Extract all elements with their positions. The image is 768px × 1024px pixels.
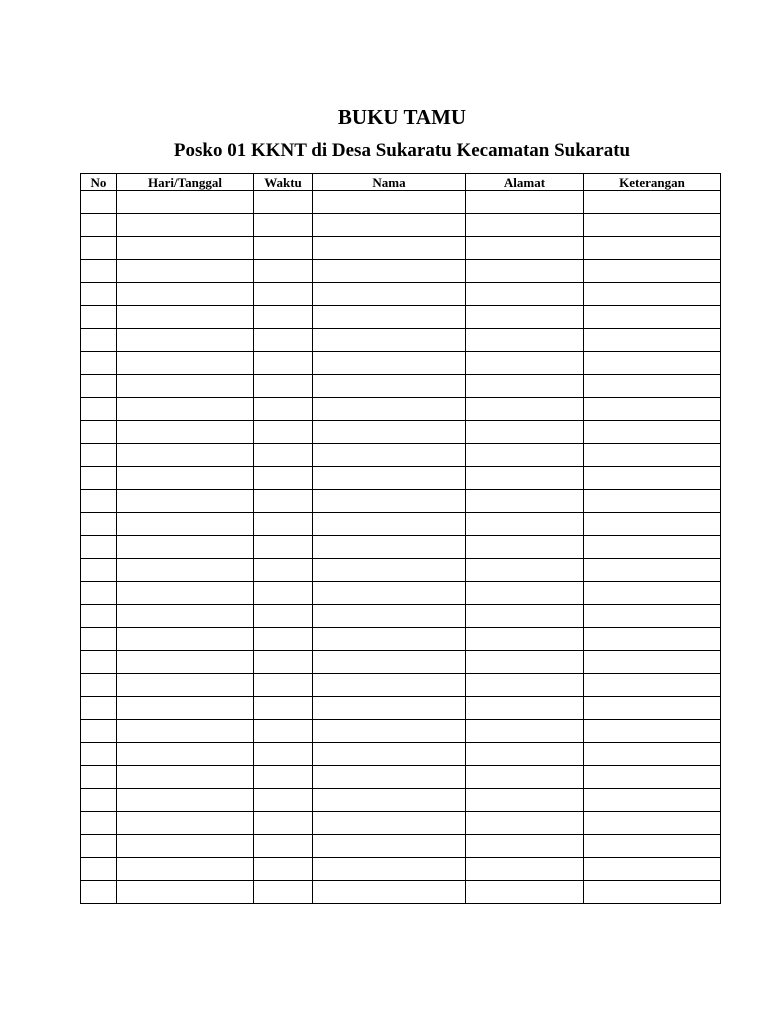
table-cell-no (81, 237, 117, 260)
table-cell-no (81, 352, 117, 375)
table-cell-alamat (466, 306, 584, 329)
table-cell-hari-tanggal (117, 789, 254, 812)
table-cell-nama (313, 352, 466, 375)
table-cell-nama (313, 398, 466, 421)
table-cell-nama (313, 329, 466, 352)
table-cell-hari-tanggal (117, 237, 254, 260)
table-cell-nama (313, 536, 466, 559)
table-cell-waktu (254, 375, 313, 398)
table-cell-waktu (254, 628, 313, 651)
table-cell-keterangan (584, 490, 721, 513)
table-cell-waktu (254, 720, 313, 743)
table-cell-alamat (466, 881, 584, 904)
table-cell-waktu (254, 467, 313, 490)
table-cell-no (81, 444, 117, 467)
table-cell-keterangan (584, 605, 721, 628)
table-cell-hari-tanggal (117, 881, 254, 904)
table-row (81, 674, 721, 697)
document-subtitle: Posko 01 KKNT di Desa Sukaratu Kecamatan Sukaratu (173, 140, 631, 161)
table-cell-no (81, 881, 117, 904)
table-cell-no (81, 766, 117, 789)
table-row (81, 812, 721, 835)
table-cell-no (81, 835, 117, 858)
table-cell-nama (313, 743, 466, 766)
table-row (81, 306, 721, 329)
table-cell-hari-tanggal (117, 421, 254, 444)
table-cell-waktu (254, 421, 313, 444)
table-cell-no (81, 743, 117, 766)
table-row (81, 421, 721, 444)
table-cell-nama (313, 835, 466, 858)
table-cell-hari-tanggal (117, 766, 254, 789)
table-body (81, 191, 721, 904)
table-cell-keterangan (584, 720, 721, 743)
table-cell-hari-tanggal (117, 835, 254, 858)
table-cell-alamat (466, 421, 584, 444)
table-row (81, 237, 721, 260)
table-row (81, 858, 721, 881)
table-cell-alamat (466, 720, 584, 743)
table-cell-waktu (254, 490, 313, 513)
table-row (81, 766, 721, 789)
table-cell-keterangan (584, 352, 721, 375)
table-row (81, 743, 721, 766)
table-cell-hari-tanggal (117, 858, 254, 881)
table-cell-waktu (254, 674, 313, 697)
table-cell-no (81, 858, 117, 881)
table-cell-keterangan (584, 835, 721, 858)
table-cell-no (81, 421, 117, 444)
table-cell-no (81, 812, 117, 835)
table-cell-waktu (254, 214, 313, 237)
table-cell-no (81, 375, 117, 398)
table-cell-keterangan (584, 881, 721, 904)
table-cell-no (81, 191, 117, 214)
table-row (81, 283, 721, 306)
table-cell-nama (313, 467, 466, 490)
table-cell-keterangan (584, 237, 721, 260)
table-cell-no (81, 329, 117, 352)
table-cell-alamat (466, 835, 584, 858)
table-row (81, 490, 721, 513)
table-cell-keterangan (584, 306, 721, 329)
table-row (81, 881, 721, 904)
table-cell-nama (313, 375, 466, 398)
table-cell-no (81, 697, 117, 720)
table-cell-waktu (254, 812, 313, 835)
table-cell-hari-tanggal (117, 605, 254, 628)
table-cell-waktu (254, 398, 313, 421)
table-cell-hari-tanggal (117, 329, 254, 352)
table-cell-hari-tanggal (117, 444, 254, 467)
table-cell-no (81, 720, 117, 743)
table-cell-keterangan (584, 260, 721, 283)
table-row (81, 536, 721, 559)
table-cell-alamat (466, 260, 584, 283)
table-cell-no (81, 214, 117, 237)
column-header-alamat: Alamat (466, 174, 584, 191)
table-cell-keterangan (584, 743, 721, 766)
table-cell-hari-tanggal (117, 582, 254, 605)
table-cell-alamat (466, 582, 584, 605)
table-cell-no (81, 536, 117, 559)
table-cell-nama (313, 214, 466, 237)
table-cell-hari-tanggal (117, 674, 254, 697)
table-cell-alamat (466, 467, 584, 490)
table-cell-keterangan (584, 513, 721, 536)
table-cell-waktu (254, 260, 313, 283)
table-cell-no (81, 306, 117, 329)
table-cell-nama (313, 674, 466, 697)
table-cell-alamat (466, 674, 584, 697)
table-cell-nama (313, 237, 466, 260)
table-cell-hari-tanggal (117, 306, 254, 329)
table-cell-no (81, 651, 117, 674)
table-cell-waktu (254, 835, 313, 858)
table-cell-nama (313, 283, 466, 306)
table-cell-no (81, 674, 117, 697)
table-cell-keterangan (584, 697, 721, 720)
table-row (81, 214, 721, 237)
table-cell-keterangan (584, 812, 721, 835)
table-cell-hari-tanggal (117, 812, 254, 835)
table-cell-hari-tanggal (117, 260, 254, 283)
table-cell-alamat (466, 329, 584, 352)
table-cell-alamat (466, 697, 584, 720)
table-cell-alamat (466, 651, 584, 674)
table-cell-hari-tanggal (117, 628, 254, 651)
table-row (81, 720, 721, 743)
table-cell-keterangan (584, 536, 721, 559)
table-cell-waktu (254, 697, 313, 720)
table-cell-alamat (466, 352, 584, 375)
table-cell-nama (313, 421, 466, 444)
guestbook-table (80, 173, 721, 904)
table-cell-alamat (466, 605, 584, 628)
table-cell-keterangan (584, 191, 721, 214)
table-cell-keterangan (584, 467, 721, 490)
table-row (81, 191, 721, 214)
table-row (81, 628, 721, 651)
table-cell-hari-tanggal (117, 214, 254, 237)
table-cell-nama (313, 651, 466, 674)
table-cell-waktu (254, 191, 313, 214)
table-cell-alamat (466, 375, 584, 398)
table-cell-nama (313, 789, 466, 812)
table-cell-keterangan (584, 674, 721, 697)
table-row (81, 352, 721, 375)
table-cell-keterangan (584, 283, 721, 306)
table-cell-no (81, 260, 117, 283)
table-cell-waktu (254, 444, 313, 467)
table-row (81, 513, 721, 536)
table-row (81, 651, 721, 674)
table-cell-keterangan (584, 421, 721, 444)
column-header-no: No (81, 174, 117, 191)
table-cell-alamat (466, 490, 584, 513)
table-row (81, 375, 721, 398)
table-cell-keterangan (584, 444, 721, 467)
table-cell-keterangan (584, 789, 721, 812)
table-cell-nama (313, 582, 466, 605)
table-cell-no (81, 490, 117, 513)
table-cell-alamat (466, 536, 584, 559)
table-cell-no (81, 398, 117, 421)
table-row (81, 398, 721, 421)
table-cell-keterangan (584, 651, 721, 674)
table-cell-alamat (466, 513, 584, 536)
table-cell-keterangan (584, 628, 721, 651)
column-header-waktu: Waktu (254, 174, 313, 191)
table-cell-keterangan (584, 582, 721, 605)
table-row (81, 467, 721, 490)
table-cell-nama (313, 260, 466, 283)
table-cell-alamat (466, 559, 584, 582)
table-cell-alamat (466, 743, 584, 766)
table-row (81, 329, 721, 352)
table-cell-alamat (466, 766, 584, 789)
table-cell-hari-tanggal (117, 490, 254, 513)
table-cell-waktu (254, 237, 313, 260)
table-cell-keterangan (584, 329, 721, 352)
table-cell-alamat (466, 444, 584, 467)
table-cell-keterangan (584, 398, 721, 421)
table-cell-alamat (466, 398, 584, 421)
table-cell-alamat (466, 191, 584, 214)
table-cell-alamat (466, 283, 584, 306)
table-cell-waktu (254, 559, 313, 582)
table-cell-hari-tanggal (117, 697, 254, 720)
table-cell-waktu (254, 283, 313, 306)
table-cell-alamat (466, 628, 584, 651)
table-cell-hari-tanggal (117, 375, 254, 398)
table-cell-nama (313, 858, 466, 881)
table-cell-waktu (254, 513, 313, 536)
table-cell-nama (313, 881, 466, 904)
table-cell-waktu (254, 766, 313, 789)
table-cell-no (81, 628, 117, 651)
table-cell-hari-tanggal (117, 467, 254, 490)
table-cell-hari-tanggal (117, 720, 254, 743)
column-header-nama: Nama (313, 174, 466, 191)
table-cell-hari-tanggal (117, 536, 254, 559)
table-cell-keterangan (584, 858, 721, 881)
table-row (81, 260, 721, 283)
table-cell-alamat (466, 858, 584, 881)
table-cell-nama (313, 559, 466, 582)
table-cell-hari-tanggal (117, 743, 254, 766)
table-cell-alamat (466, 214, 584, 237)
table-cell-no (81, 559, 117, 582)
table-header-row (81, 174, 721, 191)
table-cell-nama (313, 191, 466, 214)
table-cell-nama (313, 812, 466, 835)
table-row (81, 559, 721, 582)
table-cell-waktu (254, 881, 313, 904)
table-cell-alamat (466, 789, 584, 812)
table-cell-hari-tanggal (117, 513, 254, 536)
table-cell-nama (313, 513, 466, 536)
table-row (81, 444, 721, 467)
table-row (81, 835, 721, 858)
table-cell-waktu (254, 789, 313, 812)
table-cell-hari-tanggal (117, 651, 254, 674)
table-cell-no (81, 467, 117, 490)
table-cell-waktu (254, 352, 313, 375)
table-cell-nama (313, 306, 466, 329)
table-cell-waktu (254, 582, 313, 605)
table-cell-no (81, 513, 117, 536)
table-cell-no (81, 283, 117, 306)
table-cell-alamat (466, 812, 584, 835)
table-row (81, 582, 721, 605)
table-cell-keterangan (584, 766, 721, 789)
table-cell-keterangan (584, 559, 721, 582)
table-row (81, 605, 721, 628)
table-cell-nama (313, 605, 466, 628)
column-header-keterangan: Keterangan (584, 174, 721, 191)
table-cell-hari-tanggal (117, 398, 254, 421)
table-cell-no (81, 582, 117, 605)
table-cell-waktu (254, 605, 313, 628)
table-cell-waktu (254, 858, 313, 881)
document-title: BUKU TAMU (337, 105, 467, 129)
table-cell-nama (313, 720, 466, 743)
table-cell-hari-tanggal (117, 559, 254, 582)
table-cell-waktu (254, 651, 313, 674)
table-row (81, 789, 721, 812)
table-row (81, 697, 721, 720)
table-cell-no (81, 605, 117, 628)
table-cell-nama (313, 444, 466, 467)
table-cell-keterangan (584, 375, 721, 398)
table-cell-nama (313, 697, 466, 720)
table-cell-waktu (254, 536, 313, 559)
table-cell-hari-tanggal (117, 352, 254, 375)
table-cell-nama (313, 628, 466, 651)
column-header-hari-tanggal: Hari/Tanggal (117, 174, 254, 191)
table-cell-hari-tanggal (117, 283, 254, 306)
table-cell-hari-tanggal (117, 191, 254, 214)
table-cell-keterangan (584, 214, 721, 237)
table-cell-waktu (254, 329, 313, 352)
table-cell-nama (313, 766, 466, 789)
table-cell-waktu (254, 306, 313, 329)
table-cell-no (81, 789, 117, 812)
table-cell-nama (313, 490, 466, 513)
table-cell-waktu (254, 743, 313, 766)
table-cell-alamat (466, 237, 584, 260)
